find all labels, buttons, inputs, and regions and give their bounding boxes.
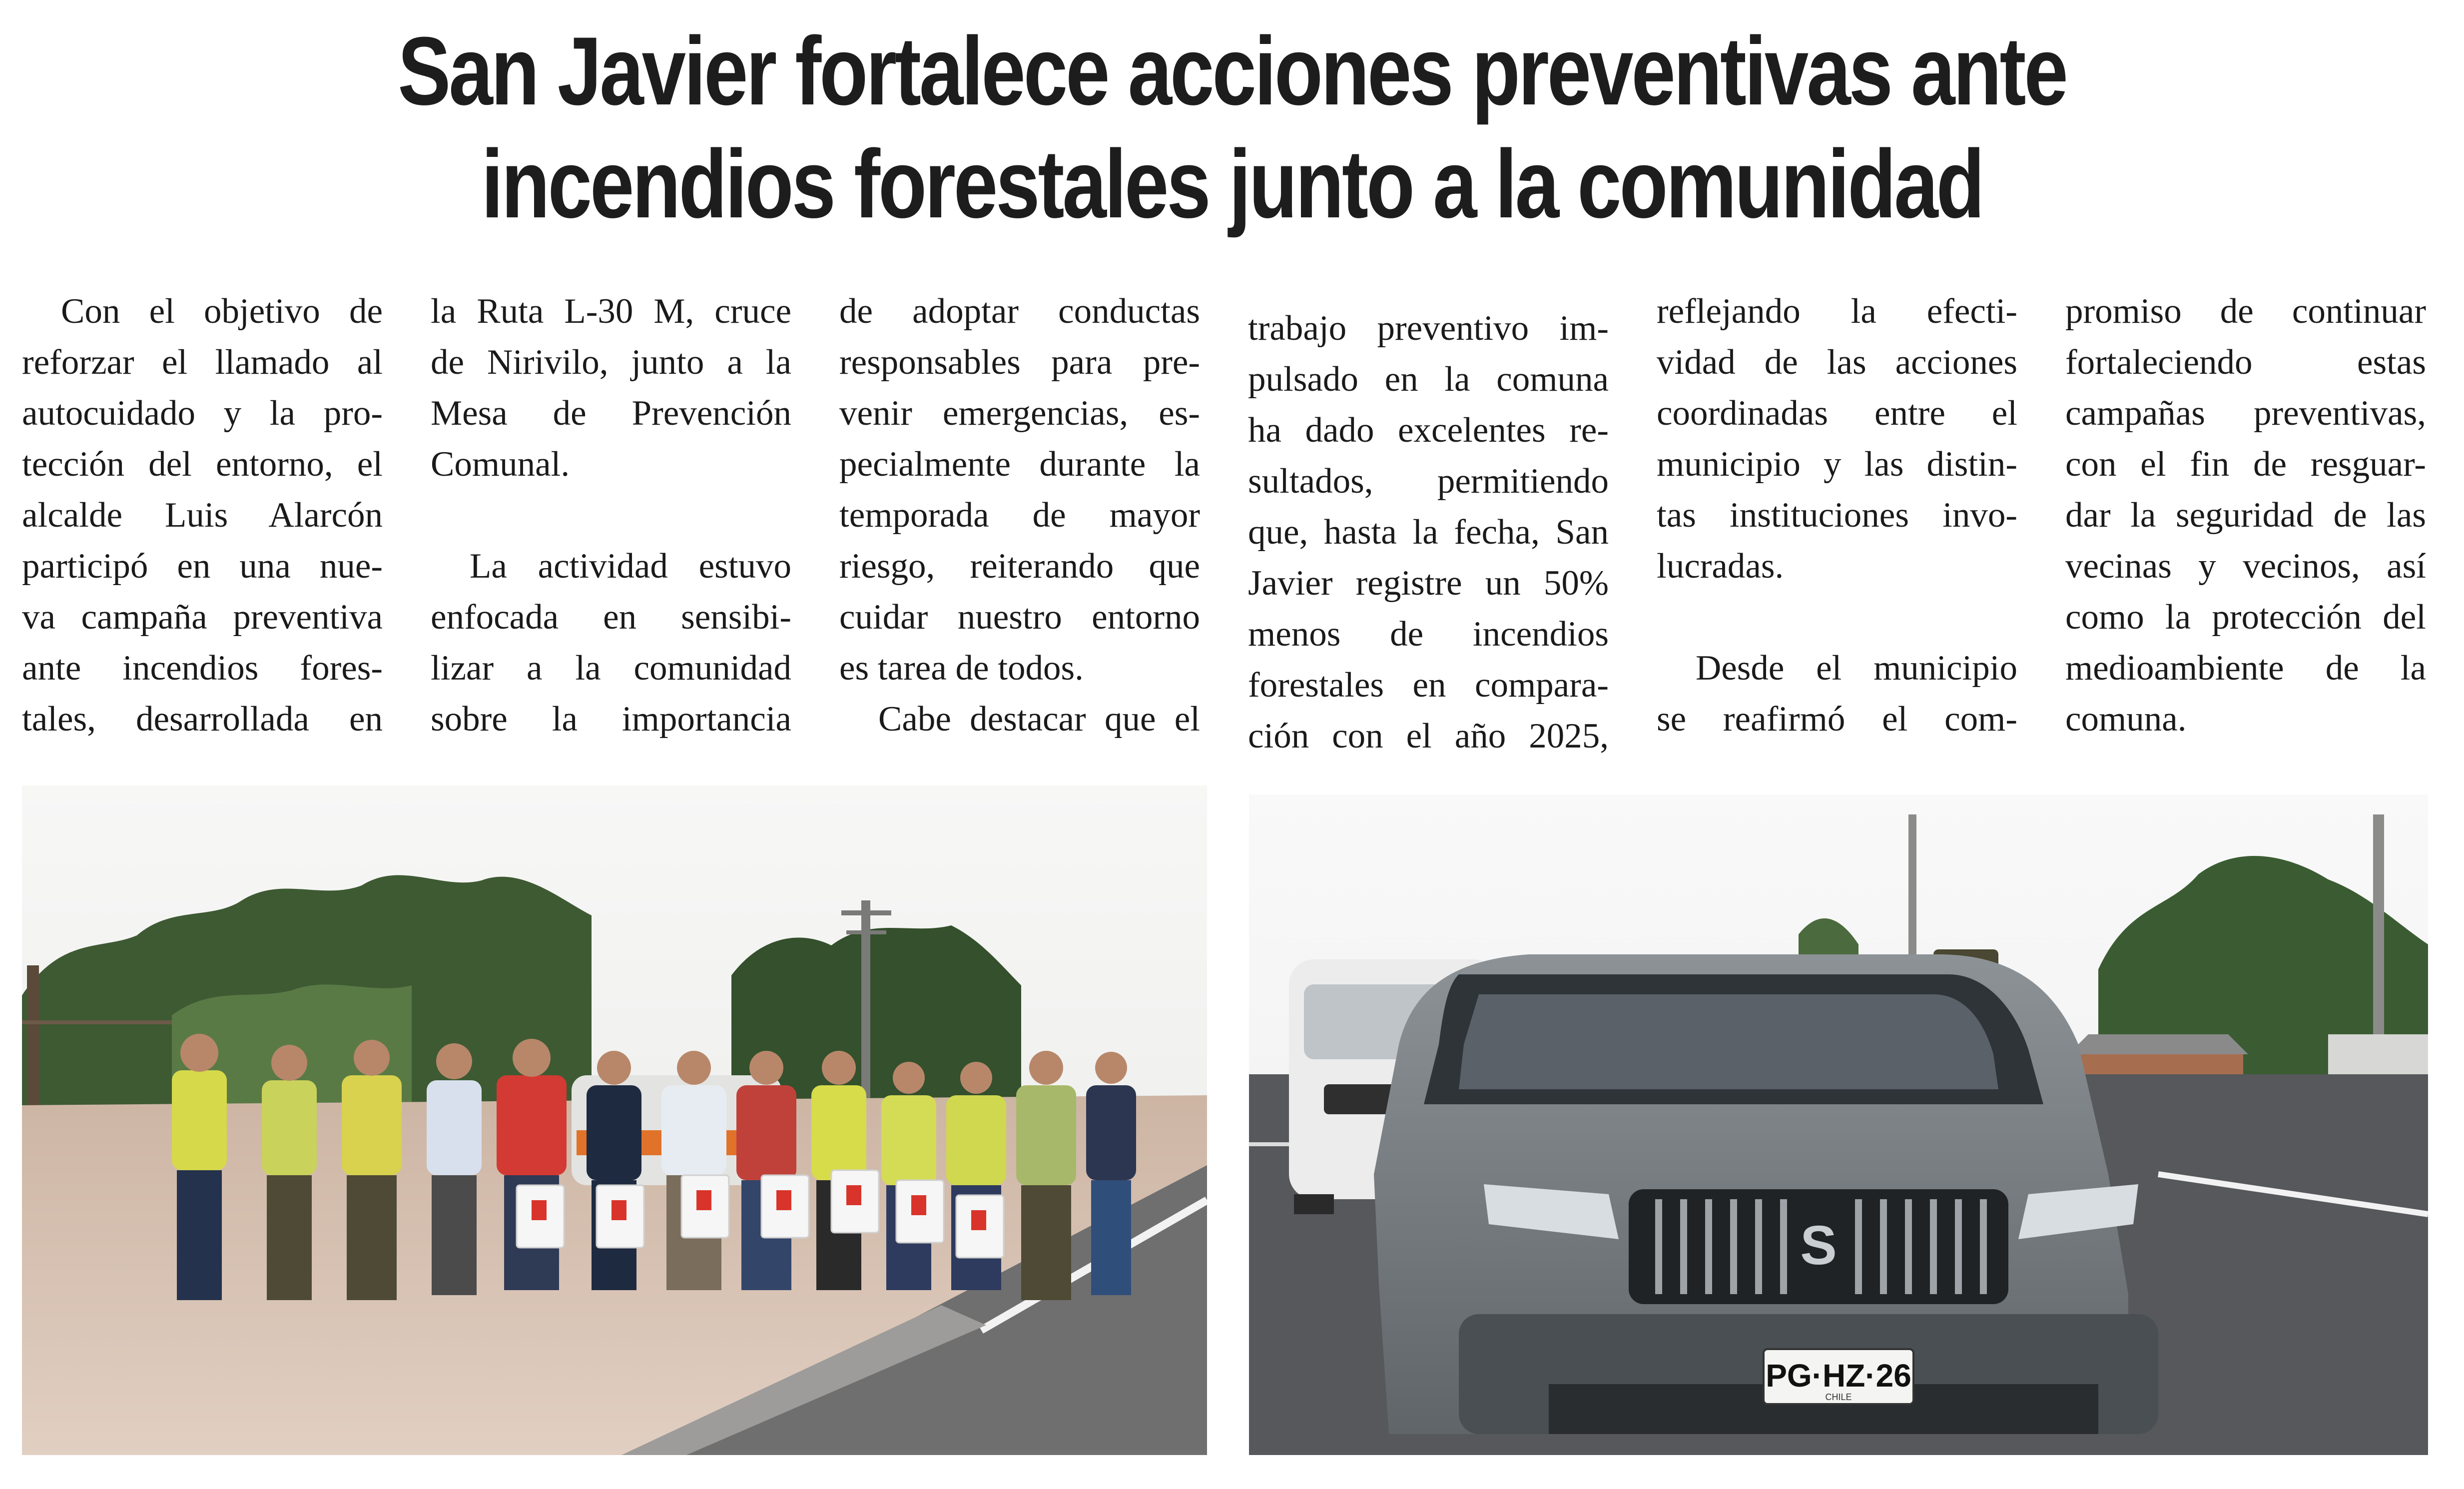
column-line: medioambiente de la [2065, 649, 2426, 688]
column-line: autocuidado y la pro- [22, 394, 383, 433]
column-line: con el fin de resguar- [2065, 445, 2426, 484]
column-line: la Ruta L-30 M, cruce [431, 292, 791, 331]
column-line: tas instituciones invo- [1657, 496, 2017, 535]
license-plate-number: PG·HZ·26 [1766, 1358, 1911, 1394]
column-line: Javier registre un 50% [1248, 564, 1609, 603]
column-line: Mesa de Prevención [431, 394, 791, 433]
column-line: reforzar el llamado al [22, 343, 383, 382]
group-photo-illustration [22, 785, 1207, 1455]
license-plate-country: CHILE [1825, 1392, 1852, 1402]
column-line: pecialmente durante la [839, 445, 1200, 484]
article-column-5 [1657, 286, 2017, 744]
column-line: coordinadas entre el [1657, 394, 2017, 433]
column-line: forestales en compara- [1248, 666, 1609, 705]
column-line: ha dado excelentes re- [1248, 411, 1609, 450]
headline-line-1: San Javier fortalece acciones preventivas ante [398, 17, 2066, 125]
column-line: Desde el municipio [1696, 649, 2017, 688]
column-line: municipio y las distin- [1657, 445, 2017, 484]
column-line: lizar a la comunidad [431, 649, 791, 688]
headline-line-2: incendios forestales junto a la comunidad [481, 130, 1983, 238]
column-line: vidad de las acciones [1657, 343, 2017, 382]
column-line: Comunal. [431, 445, 570, 484]
column-line: de Nirivilo, junto a la [431, 343, 791, 382]
article-column-4 [1248, 303, 1609, 761]
column-line: se reafirmó el com- [1657, 700, 2017, 739]
column-line: dar la seguridad de las [2065, 496, 2426, 535]
column-line: enfocada en sensibi- [431, 598, 791, 637]
car [1374, 954, 2158, 1434]
column-line: sultados, permitiendo [1248, 462, 1609, 501]
column-line: temporada de mayor [839, 496, 1200, 535]
car-inspection-illustration [1249, 794, 2428, 1455]
group-photo [22, 785, 1207, 1455]
article-column-3 [839, 286, 1200, 744]
headline [222, 15, 2242, 241]
article-column-6 [2065, 286, 2426, 744]
column-line: reflejando la efecti- [1657, 292, 2017, 331]
column-line: campañas preventivas, [2065, 394, 2426, 433]
column-line: tales, desarrollada en [22, 700, 383, 739]
column-line: ante incendios fores- [22, 649, 383, 688]
column-line: responsables para pre- [839, 343, 1200, 382]
column-line: es tarea de todos. [839, 649, 1084, 688]
column-line: comuna. [2065, 700, 2187, 739]
column-line: tección del entorno, el [22, 445, 383, 484]
column-line: Cabe destacar que el [878, 700, 1200, 739]
suzuki-logo: S [1800, 1215, 1837, 1276]
column-line: lucradas. [1657, 547, 1784, 586]
column-line: pulsado en la comuna [1248, 360, 1609, 399]
column-line: de adoptar conductas [839, 292, 1200, 331]
car-inspection-photo [1249, 794, 2428, 1455]
column-line: venir emergencias, es- [839, 394, 1200, 433]
column-line: como la protección del [2065, 598, 2426, 637]
column-line: fortaleciendo estas [2065, 343, 2426, 382]
column-line: riesgo, reiterando que [839, 547, 1200, 586]
column-line: cuidar nuestro entorno [839, 598, 1200, 637]
column-line: menos de incendios [1248, 615, 1609, 654]
column-line: ción con el año 2025, [1248, 717, 1609, 755]
column-line: sobre la importancia [431, 700, 791, 739]
column-line: La actividad estuvo [470, 547, 791, 586]
article-column-1 [22, 286, 383, 744]
column-line: trabajo preventivo im- [1248, 309, 1609, 348]
column-line: que, hasta la fecha, San [1248, 513, 1609, 552]
column-line: alcalde Luis Alarcón [22, 496, 383, 535]
column-line: promiso de continuar [2065, 292, 2426, 331]
column-line: va campaña preventiva [22, 598, 383, 637]
article-column-2 [431, 286, 791, 744]
column-line: Con el objetivo de [61, 292, 383, 331]
column-line: vecinas y vecinos, así [2065, 547, 2426, 586]
column-line: participó en una nue- [22, 547, 383, 586]
